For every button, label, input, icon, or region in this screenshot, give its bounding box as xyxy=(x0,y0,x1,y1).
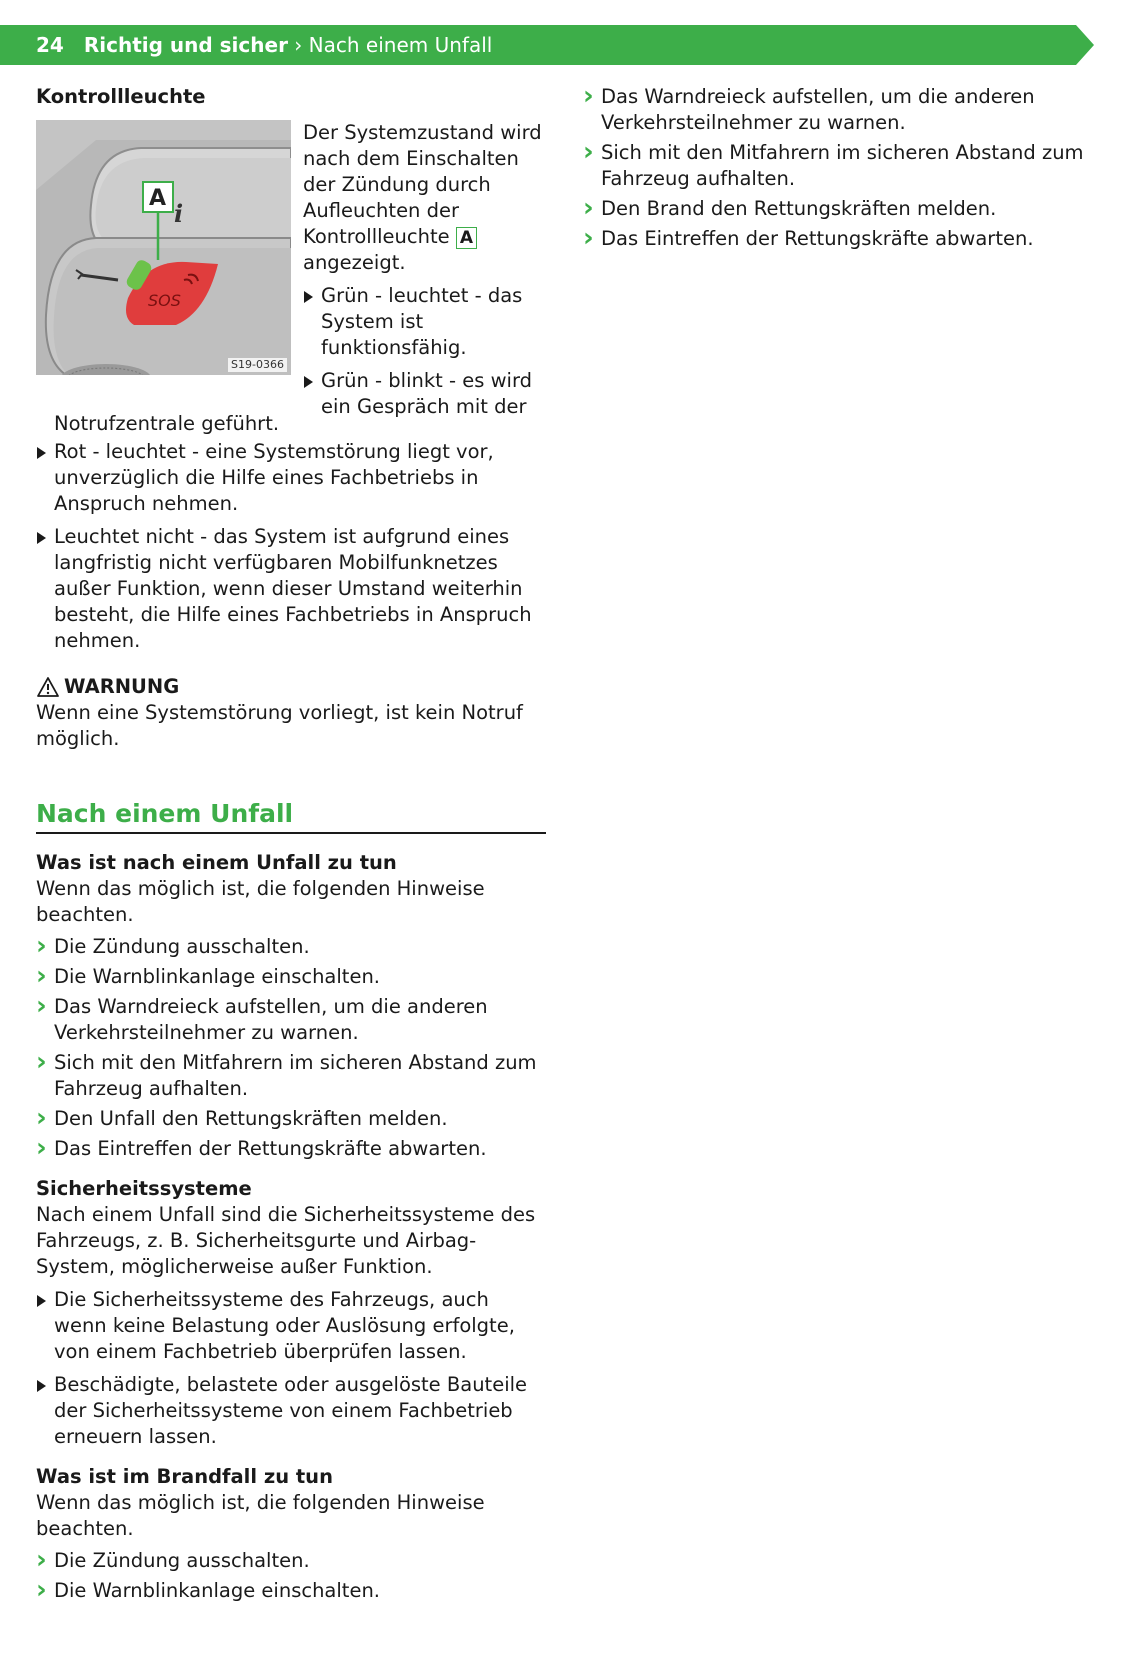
brandfall-steps xyxy=(36,1548,546,1604)
figure-side-text xyxy=(303,120,546,420)
sicherheit-list xyxy=(36,1287,546,1450)
list-item: Leuchtet nicht - das System ist aufgrund eines langfristig nicht verfügbaren Mobilfunknetzes außer Funktion, wenn dieser Umstand weiterhin besteht, die Hilfe eines Fachbetriebs in Anspruch nehmen. xyxy=(36,524,546,654)
step-item: › Die Warnblinkanlage einschalten. xyxy=(36,1578,546,1604)
was-tun-intro: Wenn das möglich ist, die folgenden Hinweise beachten. xyxy=(36,877,485,926)
header-text xyxy=(36,32,492,58)
step-item: › Den Unfall den Rettungskräften melden. xyxy=(36,1106,546,1132)
kontrollleuchte-intro xyxy=(303,120,546,276)
sos-button-illustration xyxy=(36,120,291,375)
step-item: › Das Warndreieck aufstellen, um die anderen Verkehrsteilnehmer zu warnen. xyxy=(36,994,546,1046)
figure-block xyxy=(36,120,546,418)
list-item: Grün - leuchtet - das System ist funktionsfähig. xyxy=(303,283,546,361)
right-column xyxy=(583,84,1093,252)
list-item: Grün - blinkt - es wird ein Gespräch mit der xyxy=(303,368,546,420)
section-heading-nach-unfall: Nach einem Unfall xyxy=(36,798,546,834)
left-column xyxy=(36,84,546,1604)
step-item: › Das Warndreieck aufstellen, um die anderen Verkehrsteilnehmer zu warnen. xyxy=(583,84,1093,136)
info-icon: i xyxy=(174,199,184,228)
list-item: Die Sicherheitssysteme des Fahrzeugs, auch wenn keine Belastung oder Auslösung erfolgte, von einem Fachbetrieb überprüfen lassen. xyxy=(36,1287,546,1365)
sos-label: SOS xyxy=(148,291,181,310)
step-item: › Das Eintreffen der Rettungskräfte abwarten. xyxy=(583,226,1093,252)
step-item: › Den Brand den Rettungskräften melden. xyxy=(583,196,1093,222)
warning-text: Wenn eine Systemstörung vorliegt, ist kein Notruf möglich. xyxy=(36,701,523,750)
step-item: › Die Zündung ausschalten. xyxy=(36,1548,546,1574)
page-number: 24 xyxy=(36,33,64,57)
sicherheit-intro: Nach einem Unfall sind die Sicherheitssysteme des Fahrzeugs, z. B. Sicherheitsgurte und Airbag-System, möglicherweise außer Funktion. xyxy=(36,1203,536,1278)
step-item: › Die Zündung ausschalten. xyxy=(36,934,546,960)
kontrollleuchte-heading: Kontrollleuchte xyxy=(36,85,206,108)
brandfall-steps-continued xyxy=(583,84,1093,252)
sicherheit-heading: Sicherheitssysteme xyxy=(36,1177,252,1200)
marker-a-inline: A xyxy=(456,227,477,249)
step-item: › Sich mit den Mitfahrern im sicheren Abstand zum Fahrzeug aufhalten. xyxy=(583,140,1093,192)
intro-text-2: angezeigt. xyxy=(303,251,406,274)
brandfall-block xyxy=(36,1464,546,1604)
was-tun-block xyxy=(36,850,546,1162)
intro-text-1: Der Systemzustand wird nach dem Einschalten der Zündung durch Aufleuchten der Kontrollleuchte xyxy=(303,121,542,248)
brandfall-heading: Was ist im Brandfall zu tun xyxy=(36,1465,333,1488)
status-list xyxy=(36,439,546,654)
list-item: Rot - leuchtet - eine Systemstörung liegt vor, unverzüglich die Hilfe eines Fachbetriebs in Anspruch nehmen. xyxy=(36,439,546,517)
brandfall-intro: Wenn das möglich ist, die folgenden Hinweise beachten. xyxy=(36,1491,485,1540)
section-title: Richtig und sicher xyxy=(83,33,288,57)
step-item: › Die Warnblinkanlage einschalten. xyxy=(36,964,546,990)
warning-box xyxy=(36,674,546,752)
warning-label: WARNUNG xyxy=(64,675,180,698)
list-item: Beschädigte, belastete oder ausgelöste Bauteile der Sicherheitssysteme von einem Fachbetrieb erneuern lassen. xyxy=(36,1372,546,1450)
step-item: › Sich mit den Mitfahrern im sicheren Abstand zum Fahrzeug aufhalten. xyxy=(36,1050,546,1102)
breadcrumb-separator: › xyxy=(294,33,303,57)
subsection-title: Nach einem Unfall xyxy=(308,33,493,57)
list-item-continuation: Notrufzentrale geführt. xyxy=(54,412,280,435)
was-tun-heading: Was ist nach einem Unfall zu tun xyxy=(36,851,397,874)
warning-icon xyxy=(36,676,60,698)
warning-title xyxy=(36,674,546,700)
step-item: › Das Eintreffen der Rettungskräfte abwarten. xyxy=(36,1136,546,1162)
was-tun-steps xyxy=(36,934,546,1162)
figure-code: S19-0366 xyxy=(228,358,287,372)
figure-sos-button xyxy=(36,120,291,375)
figure-marker-a: A xyxy=(149,186,167,211)
status-list-top xyxy=(303,283,546,420)
sicherheit-block xyxy=(36,1176,546,1450)
page-header xyxy=(0,25,1076,65)
